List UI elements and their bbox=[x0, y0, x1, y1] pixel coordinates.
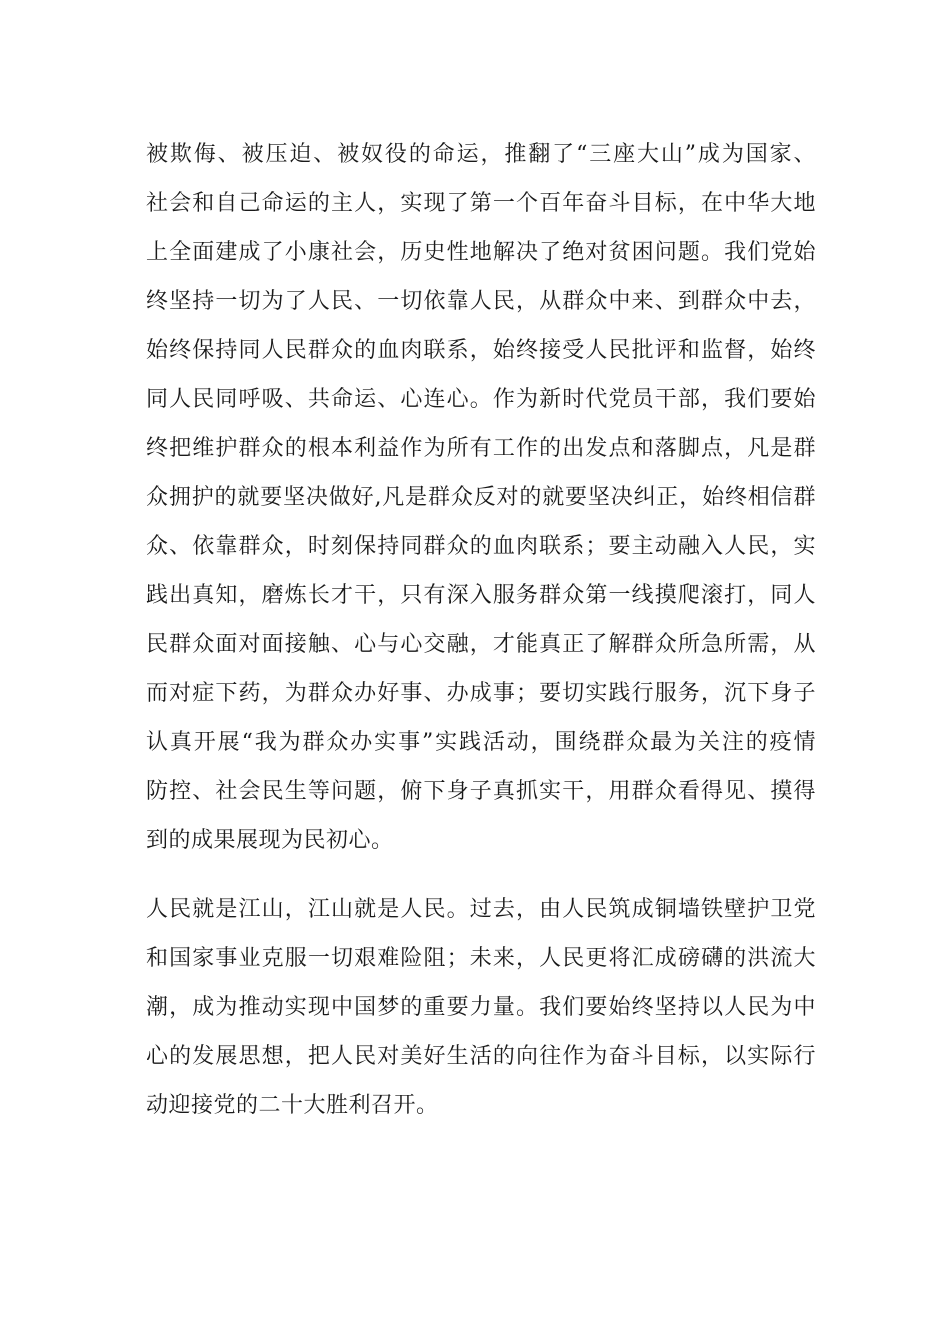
text-line: 始终保持同人民群众的血肉联系，始终接受人民批评和监督，始终 bbox=[146, 338, 816, 363]
text-line: 防控、社会民生等问题，俯下身子真抓实干，用群众看得见、摸得 bbox=[146, 779, 816, 804]
text-line: 同人民同呼吸、共命运、心连心。作为新时代党员干部，我们要始 bbox=[146, 387, 816, 412]
text-line: 社会和自己命运的主人，实现了第一个百年奋斗目标，在中华大地 bbox=[146, 191, 816, 216]
text-line: 上全面建成了小康社会，历史性地解决了绝对贫困问题。我们党始 bbox=[146, 240, 816, 265]
paragraph bbox=[146, 885, 816, 1130]
paragraph-spacer bbox=[146, 865, 816, 885]
text-line: 动迎接党的二十大胜利召开。 bbox=[146, 1093, 439, 1118]
text-line: 终把维护群众的根本利益作为所有工作的出发点和落脚点，凡是群 bbox=[146, 436, 816, 461]
text-line: 人民就是江山，江山就是人民。过去，由人民筑成铜墙铁壁护卫党 bbox=[146, 897, 816, 922]
text-line: 众、依靠群众，时刻保持同群众的血肉联系；要主动融入人民，实 bbox=[146, 534, 816, 559]
paragraph bbox=[146, 130, 816, 865]
text-line: 潮，成为推动实现中国梦的重要力量。我们要始终坚持以人民为中 bbox=[146, 995, 816, 1020]
text-line: 民群众面对面接触、心与心交融，才能真正了解群众所急所需，从 bbox=[146, 632, 816, 657]
text-line: 践出真知，磨炼长才干，只有深入服务群众第一线摸爬滚打，同人 bbox=[146, 583, 816, 608]
text-line: 终坚持一切为了人民、一切依靠人民，从群众中来、到群众中去， bbox=[146, 289, 816, 314]
text-line: 心的发展思想，把人民对美好生活的向往作为奋斗目标，以实际行 bbox=[146, 1044, 816, 1069]
text-line: 认真开展“我为群众办实事”实践活动，围绕群众最为关注的疫情 bbox=[146, 730, 816, 755]
text-line: 而对症下药，为群众办好事、办成事；要切实践行服务，沉下身子 bbox=[146, 681, 816, 706]
text-line: 众拥护的就要坚决做好,凡是群众反对的就要坚决纠正，始终相信群 bbox=[146, 485, 816, 510]
text-line: 到的成果展现为民初心。 bbox=[146, 828, 394, 853]
text-line: 被欺侮、被压迫、被奴役的命运，推翻了“三座大山”成为国家、 bbox=[146, 142, 816, 167]
text-line: 和国家事业克服一切艰难险阻；未来，人民更将汇成磅礴的洪流大 bbox=[146, 946, 816, 971]
document-body bbox=[146, 130, 816, 1130]
